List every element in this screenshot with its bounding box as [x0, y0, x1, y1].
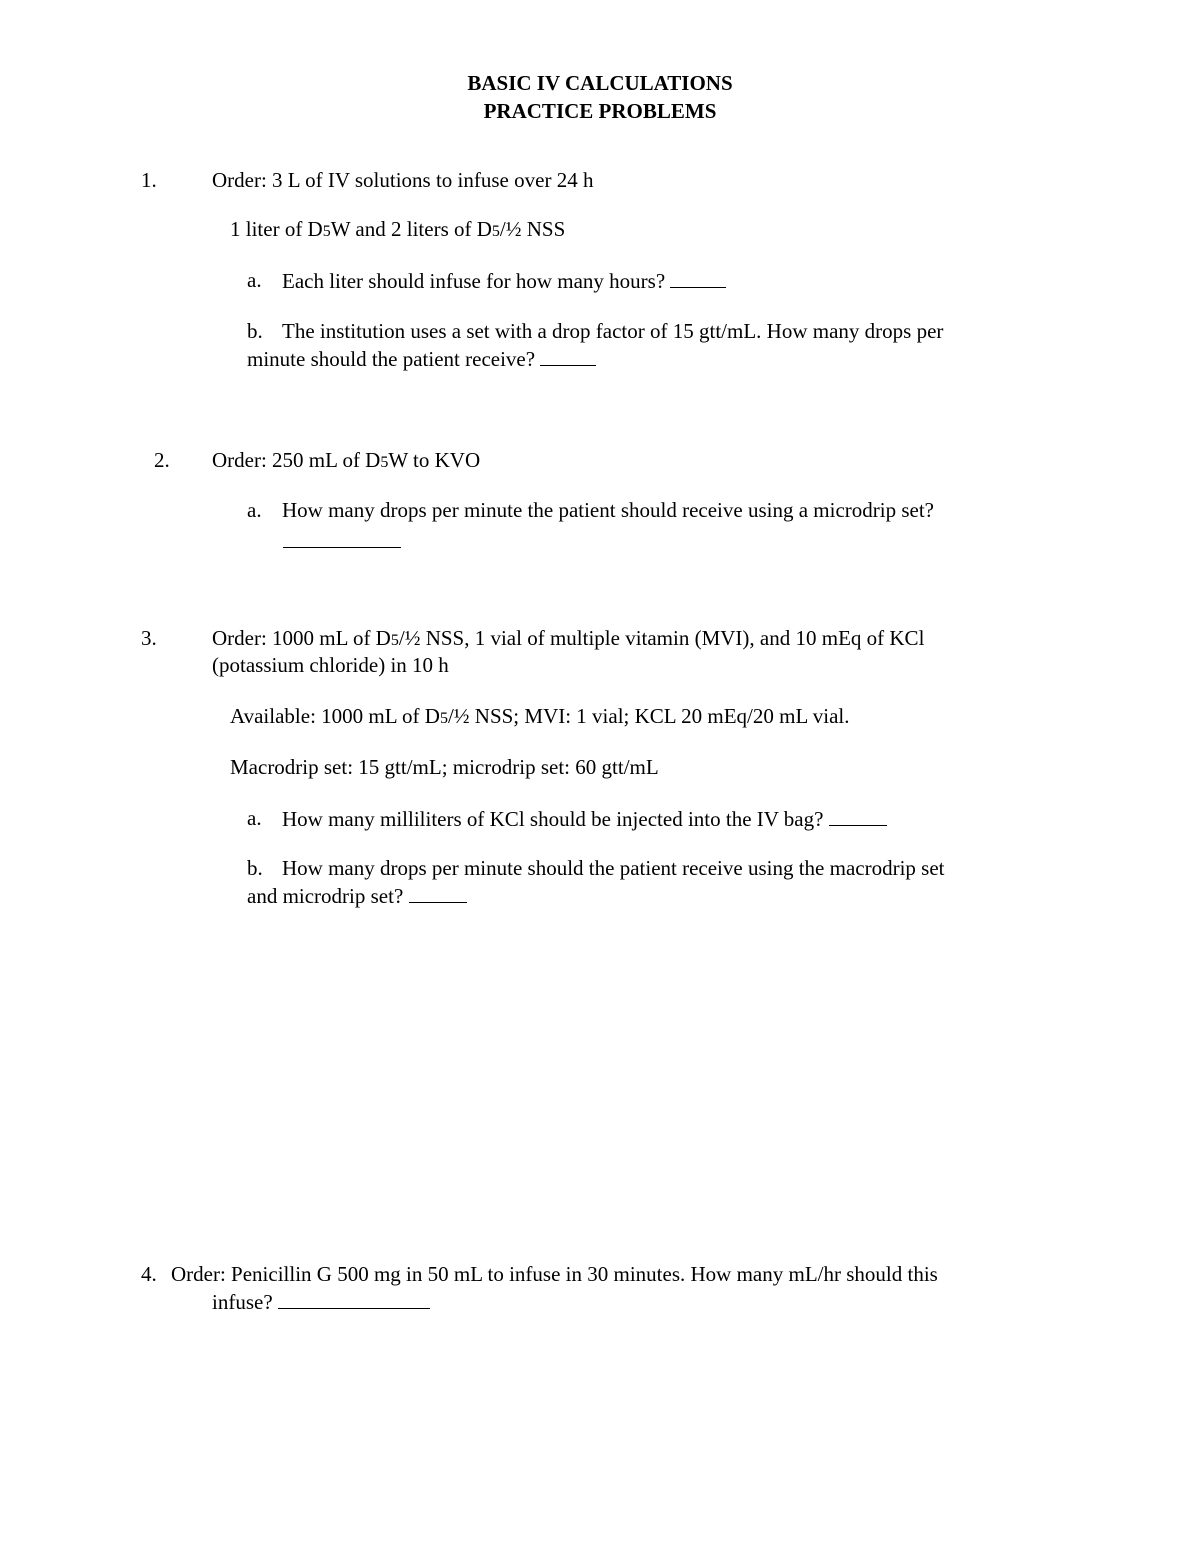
question-marker: b. [247, 856, 263, 880]
problem-order-continued: (potassium chloride) in 10 h [212, 653, 449, 677]
answer-blank[interactable] [283, 527, 401, 548]
question-text: Each liter should infuse for how many hours? [282, 267, 726, 295]
problem-text: Order: Penicillin G 500 mg in 50 mL to infuse in 30 minutes. How many mL/hr should this [171, 1262, 938, 1286]
question-text: How many drops per minute the patient should receive using a microdrip set? [282, 498, 934, 522]
question-marker: a. [247, 268, 262, 292]
problem-number: 2. [154, 448, 170, 472]
problem-text-continued: infuse? [212, 1288, 430, 1316]
problem-detail: 1 liter of D5W and 2 liters of D5/½ NSS [230, 217, 566, 241]
question-text: The institution uses a set with a drop factor of 15 gtt/mL. How many drops per [282, 319, 944, 343]
question-text: How many drops per minute should the patient receive using the macrodrip set [282, 856, 945, 880]
document-title: BASIC IV CALCULATIONS [467, 71, 733, 95]
question-marker: b. [247, 319, 263, 343]
problem-number: 1. [141, 168, 157, 192]
problem-number: 4. [141, 1262, 157, 1286]
problem-order: Order: 1000 mL of D5/½ NSS, 1 vial of multiple vitamin (MVI), and 10 mEq of KCl [212, 626, 925, 650]
answer-blank[interactable] [829, 805, 887, 826]
problem-number: 3. [141, 626, 157, 650]
answer-blank[interactable] [409, 882, 467, 903]
answer-blank[interactable] [540, 345, 596, 366]
question-marker: a. [247, 498, 262, 522]
question-text-continued: and microdrip set? [247, 882, 467, 910]
drip-sets-line: Macrodrip set: 15 gtt/mL; microdrip set: 60 gtt/mL [230, 755, 659, 779]
question-text-continued: minute should the patient receive? [247, 345, 596, 373]
available-line: Available: 1000 mL of D5/½ NSS; MVI: 1 vial; KCL 20 mEq/20 mL vial. [230, 704, 850, 728]
problem-order: Order: 250 mL of D5W to KVO [212, 448, 481, 472]
question-marker: a. [247, 806, 262, 830]
answer-blank[interactable] [278, 1288, 430, 1309]
document-subtitle: PRACTICE PROBLEMS [483, 99, 717, 123]
answer-blank[interactable] [670, 267, 726, 288]
question-text: How many milliliters of KCl should be injected into the IV bag? [282, 805, 887, 833]
problem-order: Order: 3 L of IV solutions to infuse over 24 h [212, 168, 594, 192]
